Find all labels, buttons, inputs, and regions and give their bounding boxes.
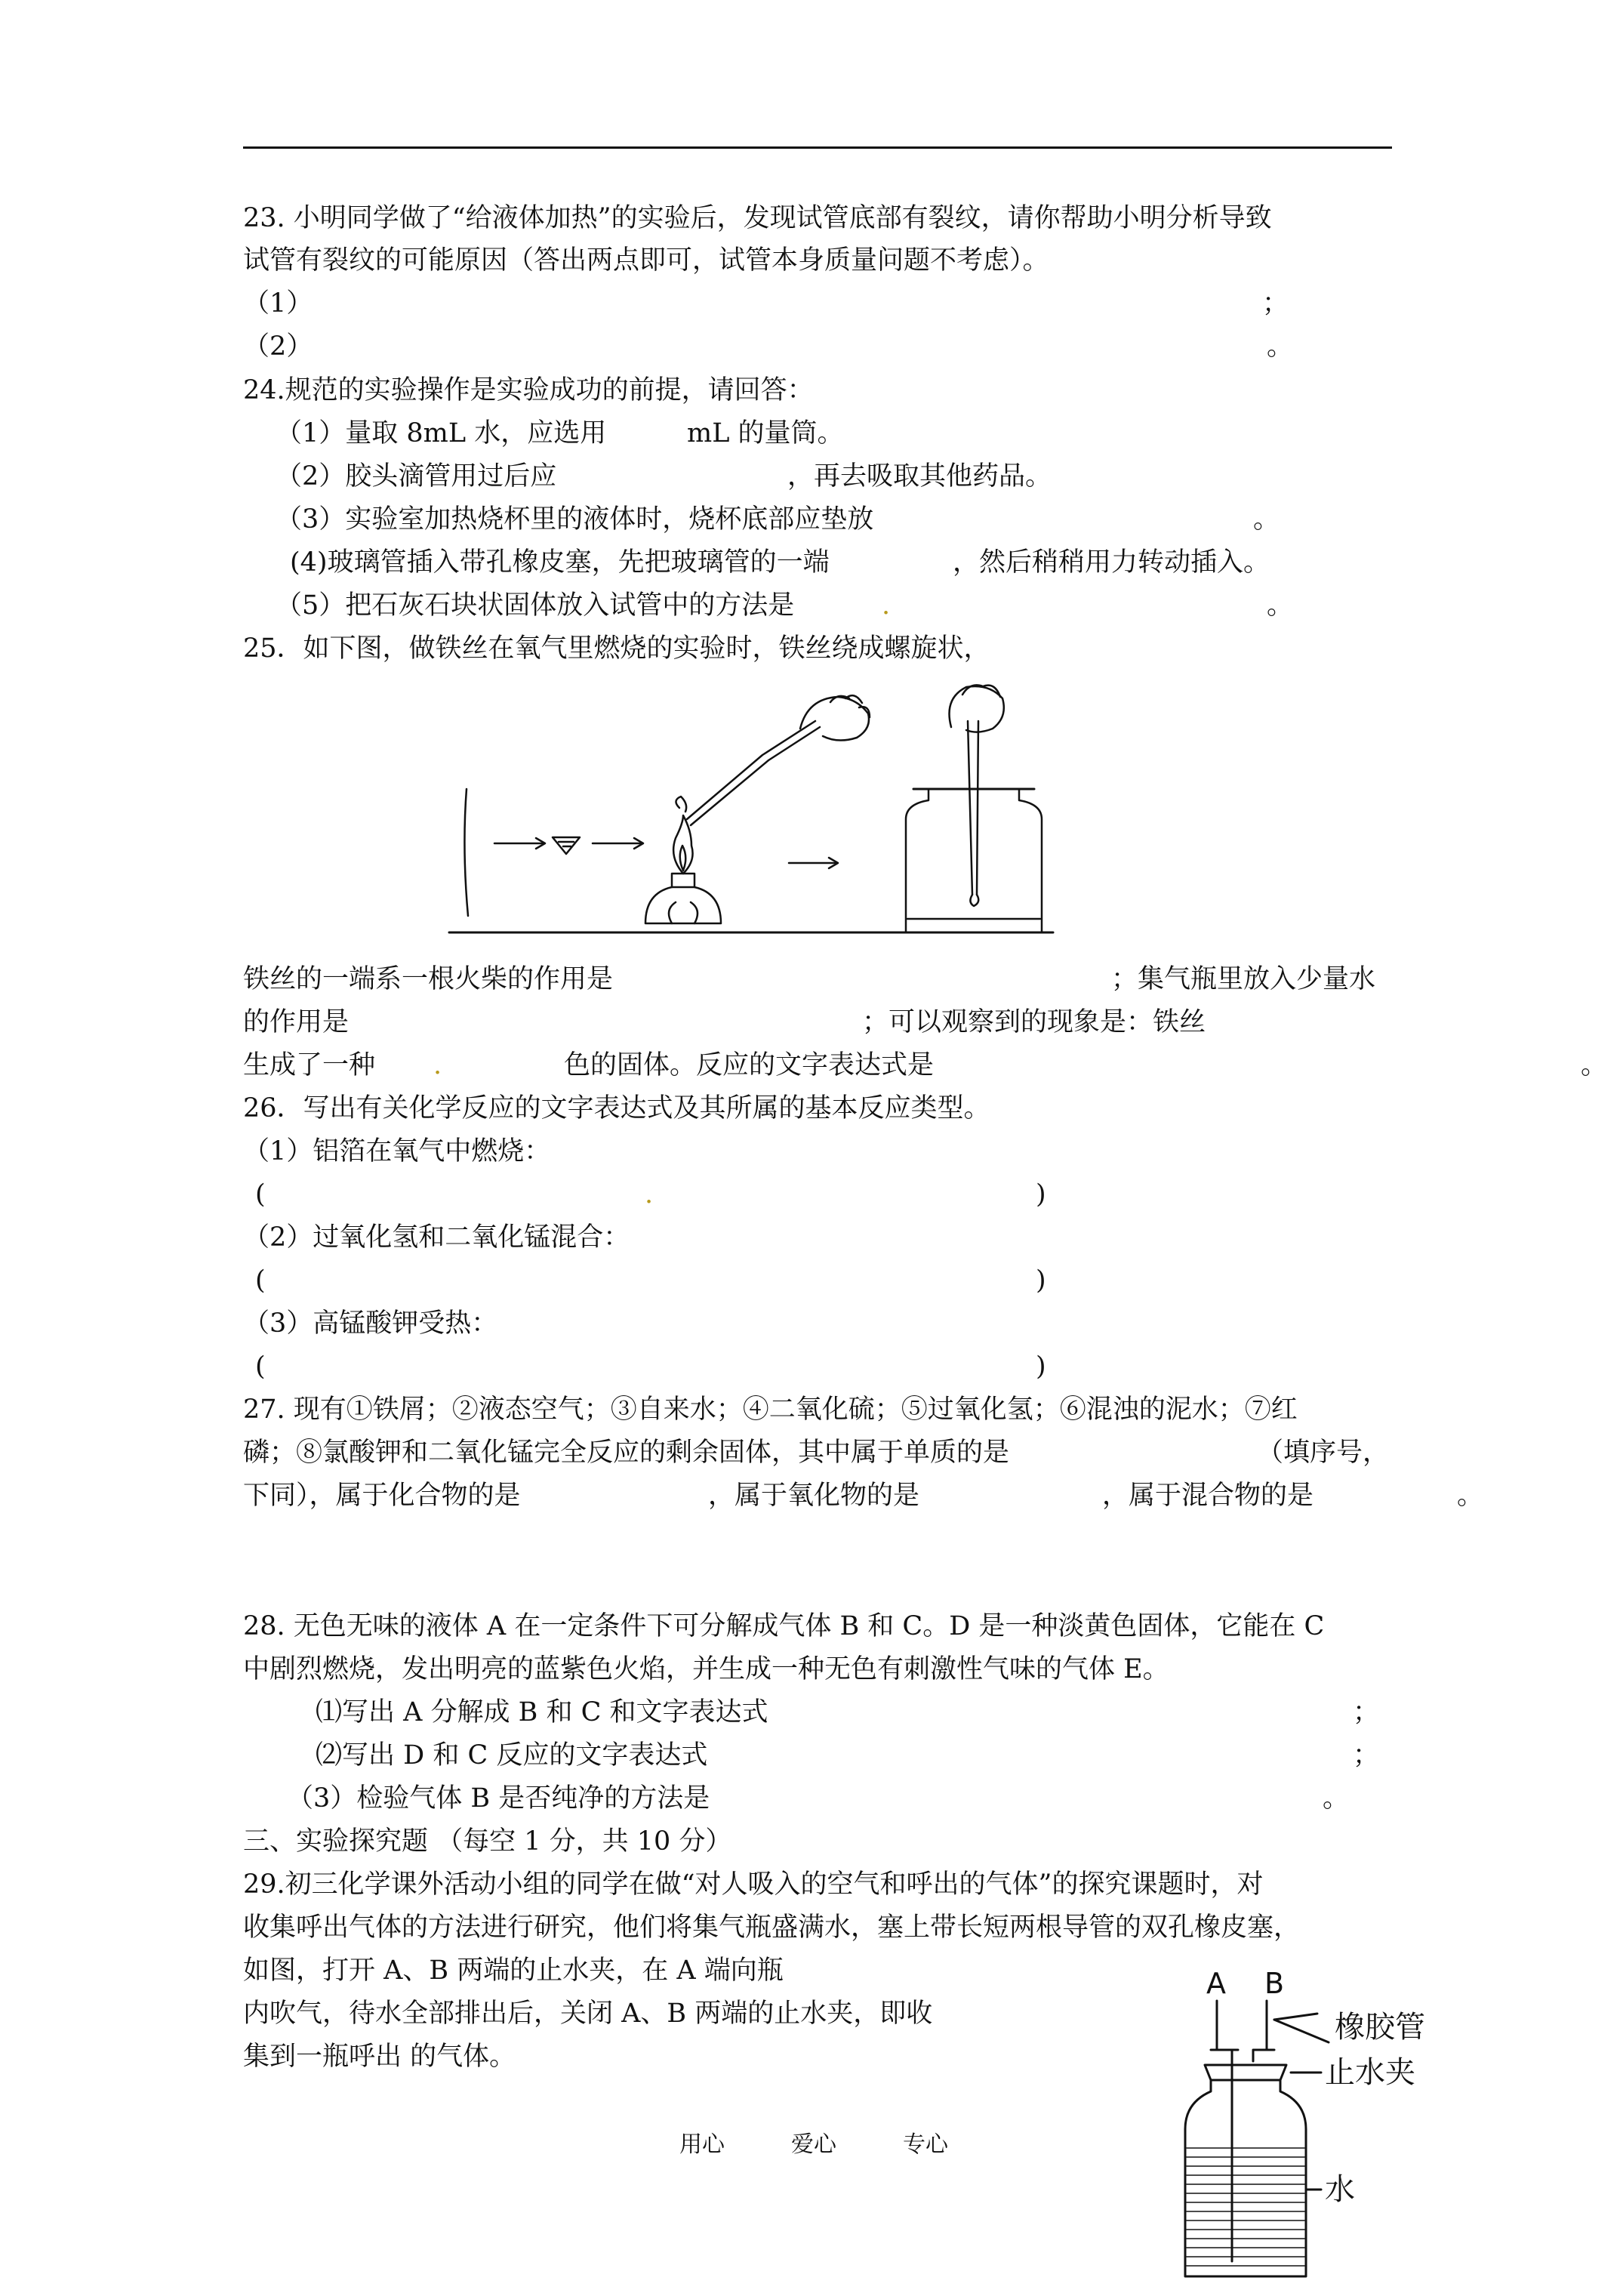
q26-item-2-open: ( bbox=[255, 1265, 266, 1296]
q25-title: 25．如下图，做铁丝在氧气里燃烧的实验时，铁丝绕成螺旋状， bbox=[243, 633, 990, 664]
q24-part-4-b: ，然后稍稍用力转动插入。 bbox=[953, 547, 1270, 578]
q24-part-3-a: （3）实验室加热烧杯里的液体时，烧杯底部应垫放 bbox=[276, 504, 874, 535]
bottle-label-a: A bbox=[1206, 1967, 1226, 2000]
q23-answer-1: （1） bbox=[243, 288, 313, 319]
q26-item-3-close: ) bbox=[1036, 1351, 1046, 1382]
q29-line-1: 29.初三化学课外活动小组的同学在做“对人吸入的空气和呼出的气体”的探究课题时，对 bbox=[243, 1869, 1264, 1900]
q27-line-1: 27. 现有①铁屑；②液态空气；③自来水；④二氧化硫；⑤过氧化氢；⑥混浊的泥水；⑦红 bbox=[243, 1395, 1298, 1425]
q25-line-2-a: 的作用是 bbox=[243, 1007, 350, 1037]
q28-sub-3-end: 。 bbox=[1323, 1783, 1350, 1814]
q29-line-4: 内吹气，待水全部排出后，关闭 A、B 两端的止水夹，即收 bbox=[243, 1999, 933, 2029]
q26-item-3-open: ( bbox=[255, 1351, 266, 1382]
q24-part-4-a: (4)玻璃管插入带孔橡皮塞，先把玻璃管的一端 bbox=[290, 547, 830, 578]
q27-line-2-b: （填序号， bbox=[1257, 1438, 1390, 1468]
q24-part-5-a: （5）把石灰石块状固体放入试管中的方法是 bbox=[276, 590, 795, 621]
footer-word-3: 专心 bbox=[903, 2131, 948, 2158]
page-footer bbox=[679, 2131, 1015, 2158]
q24-part-2-a: （2）胶头滴管用过后应 bbox=[276, 461, 557, 492]
q27-line-2-a: 磷；⑧氯酸钾和二氧化锰完全反应的剩余固体，其中属于单质的是 bbox=[243, 1438, 1010, 1468]
q28-line-2: 中剧烈燃烧，发出明亮的蓝紫色火焰，并生成一种无色有刺激性气味的气体 E。 bbox=[243, 1654, 1169, 1684]
q25-line-3-c: 。 bbox=[1581, 1050, 1608, 1080]
q29-line-3: 如图，打开 A、B 两端的止水夹，在 A 端向瓶 bbox=[243, 1955, 784, 1986]
q25-line-1-b: ；集气瓶里放入少量水 bbox=[1111, 964, 1376, 994]
bottle-label-clamp: 止水夹 bbox=[1325, 2055, 1415, 2090]
q26-item-1: （1）铝箔在氧气中燃烧： bbox=[243, 1136, 551, 1166]
q28-sub-1-end: ； bbox=[1353, 1697, 1380, 1727]
q28-sub-2-end: ； bbox=[1353, 1740, 1380, 1771]
q24-part-1-b: mL 的量筒。 bbox=[687, 418, 844, 448]
q25-line-3-dot: . bbox=[433, 1050, 442, 1080]
q24-part-1-a: （1）量取 8mL 水，应选用 bbox=[276, 418, 607, 448]
q28-sub-3: （3）检验气体 B 是否纯净的方法是 bbox=[287, 1783, 710, 1814]
bottle-label-water: 水 bbox=[1325, 2172, 1355, 2207]
q28-line-1: 28. 无色无味的液体 A 在一定条件下可分解成气体 B 和 C。D 是一种淡黄色固体，它能在 C bbox=[243, 1611, 1325, 1641]
q24-part-5-b: 。 bbox=[1267, 590, 1294, 621]
q24-part-2-b: ，再去吸取其他药品。 bbox=[787, 461, 1052, 492]
q26-item-1-open: ( bbox=[255, 1179, 266, 1210]
q27-line-3-a: 下同），属于化合物的是 bbox=[243, 1481, 521, 1511]
footer-word-1: 用心 bbox=[679, 2131, 725, 2158]
q25-line-3-b: 色的固体。反应的文字表达式是 bbox=[564, 1050, 935, 1080]
q27-line-3-c: ，属于混合物的是 bbox=[1102, 1481, 1314, 1511]
q29-line-2: 收集呼出气体的方法进行研究，他们将集气瓶盛满水，塞上带长短两根导管的双孔橡皮塞， bbox=[243, 1912, 1301, 1943]
q28-sub-1: ⑴写出 A 分解成 B 和 C 和文字表达式 bbox=[316, 1697, 768, 1727]
q23-answer-1-end: ； bbox=[1262, 288, 1289, 319]
q26-item-2: （2）过氧化氢和二氧化锰混合： bbox=[243, 1222, 630, 1253]
q23-answer-2: （2） bbox=[243, 331, 313, 362]
q25-line-1-a: 铁丝的一端系一根火柴的作用是 bbox=[243, 964, 614, 994]
q23-line-2: 试管有裂纹的可能原因（答出两点即可，试管本身质量问题不考虑）。 bbox=[243, 245, 1049, 276]
iron-wire-combustion-figure bbox=[445, 676, 1064, 948]
q26-item-1-dot: . bbox=[645, 1179, 654, 1210]
section-3-title: 三、实验探究题 （每空 1 分，共 10 分） bbox=[243, 1826, 732, 1857]
bottle-label-b: B bbox=[1264, 1967, 1285, 2000]
header-rule bbox=[243, 146, 1392, 149]
q26-item-1-close: ) bbox=[1036, 1179, 1046, 1210]
q27-line-3-b: ，属于氧化物的是 bbox=[708, 1481, 920, 1511]
q26-item-3: （3）高锰酸钾受热： bbox=[243, 1308, 498, 1339]
bottle-label-tube: 橡胶管 bbox=[1335, 2010, 1425, 2045]
q24-part-3-b: 。 bbox=[1253, 504, 1280, 535]
q24-title: 24.规范的实验操作是实验成功的前提，请回答： bbox=[243, 375, 814, 405]
q26-item-2-close: ) bbox=[1036, 1265, 1046, 1296]
q23-answer-2-end: 。 bbox=[1267, 331, 1294, 362]
q24-part-5-dot: . bbox=[882, 590, 891, 621]
q23-line-1: 23. 小明同学做了“给液体加热”的实验后，发现试管底部有裂纹，请你帮助小明分析导致 bbox=[243, 203, 1272, 233]
q27-line-3-d: 。 bbox=[1457, 1481, 1484, 1511]
q29-line-5: 集到一瓶呼出 的气体。 bbox=[243, 2042, 516, 2072]
q25-line-2-b: ；可以观察到的现象是：铁丝 bbox=[862, 1007, 1206, 1037]
gas-collection-bottle-figure bbox=[1178, 1959, 1480, 2291]
q25-line-3-a: 生成了一种 bbox=[243, 1050, 376, 1080]
q26-title: 26．写出有关化学反应的文字表达式及其所属的基本反应类型。 bbox=[243, 1093, 990, 1123]
footer-word-2: 爱心 bbox=[791, 2131, 836, 2158]
q28-sub-2: ⑵写出 D 和 C 反应的文字表达式 bbox=[316, 1740, 708, 1771]
